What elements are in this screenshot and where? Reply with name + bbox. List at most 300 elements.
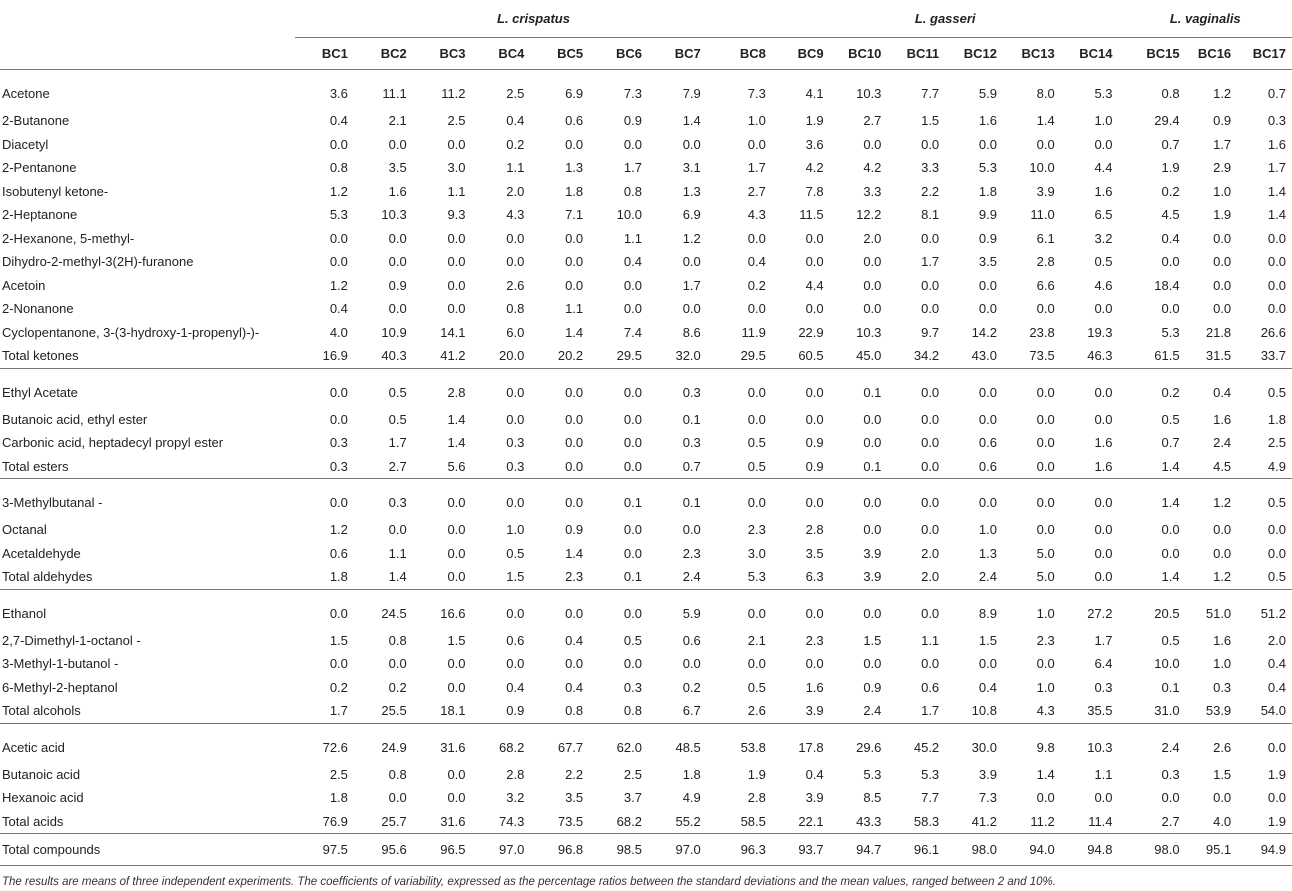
value-cell: 0.8 <box>1161 86 1180 101</box>
compound-label: Butanoic acid, ethyl ester <box>2 411 148 427</box>
value-cell: 9.9 <box>978 207 997 223</box>
value-cell: 0.0 <box>805 230 824 246</box>
value-cell: 0.0 <box>388 254 407 270</box>
column-header-bc6: BC6 <box>589 38 648 70</box>
value-cell: 0.9 <box>472 699 531 723</box>
value-cell: 7.7 <box>921 86 940 101</box>
value-cell: 51.2 <box>1260 605 1286 621</box>
compound-label: 2,7-Dimethyl-1-octanol - <box>2 632 141 648</box>
value-cell: 0.0 <box>1267 301 1286 317</box>
value-cell: 3.2 <box>506 790 525 806</box>
value-cell: 0.0 <box>805 656 824 672</box>
value-cell: 7.3 <box>623 86 642 101</box>
value-cell: 0.0 <box>1213 277 1232 293</box>
value-cell: 1.4 <box>565 545 584 561</box>
value-cell: 1.7 <box>1213 136 1232 152</box>
value-cell: 0.0 <box>1036 384 1055 400</box>
value-cell: 0.2 <box>506 136 525 152</box>
value-cell: 0.0 <box>447 254 466 270</box>
value-cell: 10.3 <box>381 207 407 223</box>
value-cell: 7.4 <box>623 324 642 340</box>
value-cell: 1.6 <box>1267 136 1286 152</box>
value-cell: 10.0 <box>1029 160 1055 176</box>
compound-label: Total acids <box>0 810 295 834</box>
value-cell: 0.2 <box>329 679 348 695</box>
value-cell: 95.6 <box>354 834 413 866</box>
value-cell: 6.5 <box>1094 207 1113 223</box>
value-cell: 55.2 <box>648 810 707 834</box>
value-cell: 0.0 <box>805 411 824 427</box>
value-cell: 1.5 <box>447 632 466 648</box>
value-cell: 0.0 <box>921 411 940 427</box>
value-cell: 11.2 <box>1003 810 1061 834</box>
compound-label: Butanoic acid <box>2 766 81 782</box>
value-cell: 3.2 <box>1094 230 1113 246</box>
table-row <box>0 629 1292 653</box>
value-cell: 0.0 <box>506 495 525 510</box>
value-cell: 0.0 <box>978 136 997 152</box>
value-cell: 1.5 <box>863 632 882 648</box>
value-cell: 0.0 <box>589 455 648 479</box>
compound-label: Total alcohols <box>0 699 295 723</box>
compound-label: 2-Butanone <box>2 113 70 129</box>
value-cell: 0.4 <box>506 113 525 129</box>
value-cell: 5.3 <box>921 766 940 782</box>
value-cell: 1.4 <box>1036 113 1055 129</box>
value-cell: 7.3 <box>747 86 766 101</box>
value-cell: 10.3 <box>1087 739 1113 755</box>
value-cell: 0.5 <box>1161 411 1180 427</box>
value-cell: 1.8 <box>329 790 348 806</box>
value-cell: 1.0 <box>1213 656 1232 672</box>
value-cell: 0.4 <box>1267 679 1286 695</box>
value-cell: 0.4 <box>329 301 348 317</box>
value-cell: 16.6 <box>440 605 466 621</box>
value-cell: 0.8 <box>388 766 407 782</box>
value-cell: 2.4 <box>648 565 707 589</box>
value-cell: 0.0 <box>978 277 997 293</box>
value-cell: 1.7 <box>887 699 945 723</box>
value-cell: 9.8 <box>1036 739 1055 755</box>
value-cell: 0.0 <box>978 384 997 400</box>
value-cell: 1.7 <box>1094 632 1113 648</box>
value-cell: 1.1 <box>565 301 584 317</box>
value-cell: 25.5 <box>354 699 413 723</box>
value-cell: 6.6 <box>1036 277 1055 293</box>
value-cell: 2.7 <box>354 455 413 479</box>
value-cell: 0.5 <box>747 679 766 695</box>
value-cell: 0.3 <box>472 455 531 479</box>
value-cell: 1.2 <box>1213 495 1232 510</box>
value-cell: 1.0 <box>1213 183 1232 199</box>
value-cell: 0.0 <box>1094 136 1113 152</box>
value-cell: 2.4 <box>830 699 888 723</box>
value-cell: 2.4 <box>945 565 1003 589</box>
value-cell: 0.0 <box>978 411 997 427</box>
value-cell: 96.3 <box>707 834 772 866</box>
value-cell: 5.9 <box>682 605 701 621</box>
value-cell: 9.3 <box>447 207 466 223</box>
value-cell: 1.6 <box>978 113 997 129</box>
value-cell: 0.0 <box>1094 790 1113 806</box>
table-row <box>0 518 1292 542</box>
value-cell: 1.9 <box>747 766 766 782</box>
value-cell: 1.1 <box>388 545 407 561</box>
value-cell: 0.0 <box>1036 656 1055 672</box>
value-cell: 0.0 <box>863 277 882 293</box>
value-cell: 11.4 <box>1061 810 1119 834</box>
table-row <box>0 274 1292 298</box>
value-cell: 2.8 <box>506 766 525 782</box>
value-cell: 4.3 <box>506 207 525 223</box>
value-cell: 1.2 <box>1186 565 1238 589</box>
value-cell: 0.0 <box>682 254 701 270</box>
value-cell: 3.5 <box>388 160 407 176</box>
species-l-crispatus: L. crispatus <box>295 0 772 38</box>
value-cell: 0.0 <box>1094 411 1113 427</box>
value-cell: 0.8 <box>388 632 407 648</box>
table-row <box>0 297 1292 321</box>
value-cell: 0.0 <box>1094 301 1113 317</box>
value-cell: 0.0 <box>863 435 882 451</box>
value-cell: 4.0 <box>329 324 348 340</box>
compound-label: 2-Nonanone <box>2 301 74 317</box>
column-header-bc17: BC17 <box>1237 38 1292 70</box>
table-row <box>0 180 1292 204</box>
table-row <box>0 431 1292 455</box>
value-cell: 10.0 <box>616 207 642 223</box>
value-cell: 0.0 <box>623 605 642 621</box>
compound-label: Carbonic acid, heptadecyl propyl ester <box>2 435 224 451</box>
value-cell: 0.6 <box>945 455 1003 479</box>
value-cell: 96.8 <box>530 834 589 866</box>
value-cell: 11.5 <box>799 207 824 223</box>
value-cell: 2.5 <box>329 766 348 782</box>
value-cell: 5.3 <box>329 207 348 223</box>
value-cell: 0.0 <box>388 301 407 317</box>
value-cell: 0.0 <box>921 230 940 246</box>
value-cell: 0.0 <box>447 656 466 672</box>
value-cell: 51.0 <box>1205 605 1232 621</box>
value-cell: 3.5 <box>565 790 584 806</box>
table-row <box>0 321 1292 345</box>
value-cell: 1.6 <box>1094 183 1113 199</box>
value-cell: 0.0 <box>863 656 882 672</box>
column-header-bc11: BC11 <box>887 38 945 70</box>
value-cell: 0.0 <box>921 301 940 317</box>
value-cell: 0.0 <box>329 411 348 427</box>
value-cell: 31.5 <box>1186 344 1238 368</box>
value-cell: 0.9 <box>863 679 882 695</box>
value-cell: 3.5 <box>805 545 824 561</box>
value-cell: 3.7 <box>623 790 642 806</box>
value-cell: 0.0 <box>447 790 466 806</box>
value-cell: 2.5 <box>447 113 466 129</box>
value-cell: 5.3 <box>707 565 772 589</box>
value-cell: 1.5 <box>921 113 940 129</box>
value-cell: 1.6 <box>1061 455 1119 479</box>
value-cell: 0.3 <box>1161 766 1180 782</box>
value-cell: 1.2 <box>329 277 348 293</box>
value-cell: 0.0 <box>447 495 466 510</box>
value-cell: 4.1 <box>805 86 824 101</box>
value-cell: 0.6 <box>329 545 348 561</box>
value-cell: 7.7 <box>921 790 940 806</box>
value-cell: 2.3 <box>747 522 766 538</box>
value-cell: 29.5 <box>589 344 648 368</box>
table-row <box>0 723 1292 763</box>
table-row <box>0 834 1292 866</box>
value-cell: 3.9 <box>805 790 824 806</box>
value-cell: 0.6 <box>978 435 997 451</box>
compound-label: Total esters <box>0 455 295 479</box>
value-cell: 3.6 <box>805 136 824 152</box>
value-cell: 16.9 <box>295 344 354 368</box>
compound-label: Acetoin <box>2 277 46 293</box>
value-cell: 0.0 <box>863 254 882 270</box>
value-cell: 0.0 <box>863 301 882 317</box>
value-cell: 0.5 <box>506 545 525 561</box>
value-cell: 0.5 <box>1267 384 1286 400</box>
value-cell: 0.0 <box>329 136 348 152</box>
value-cell: 0.5 <box>388 411 407 427</box>
value-cell: 4.4 <box>805 277 824 293</box>
value-cell: 6.0 <box>506 324 525 340</box>
value-cell: 18.1 <box>413 699 472 723</box>
value-cell: 0.7 <box>648 455 707 479</box>
value-cell: 0.0 <box>565 605 584 621</box>
value-cell: 0.9 <box>978 230 997 246</box>
value-cell: 0.0 <box>1213 790 1232 806</box>
value-cell: 0.0 <box>682 136 701 152</box>
value-cell: 74.3 <box>472 810 531 834</box>
value-cell: 43.0 <box>945 344 1003 368</box>
value-cell: 1.0 <box>1036 679 1055 695</box>
value-cell: 10.3 <box>856 324 882 340</box>
value-cell: 4.4 <box>1094 160 1113 176</box>
value-cell: 0.6 <box>682 632 701 648</box>
value-cell: 0.0 <box>623 384 642 400</box>
column-header-bc8: BC8 <box>707 38 772 70</box>
value-cell: 0.0 <box>1094 495 1113 510</box>
table-body <box>0 70 1292 866</box>
value-cell: 6.9 <box>682 207 701 223</box>
value-cell: 60.5 <box>772 344 830 368</box>
value-cell: 53.8 <box>740 739 766 755</box>
compound-label: Acetone <box>2 86 50 101</box>
value-cell: 68.2 <box>499 739 525 755</box>
value-cell: 0.0 <box>1036 136 1055 152</box>
value-cell: 0.0 <box>921 136 940 152</box>
column-header-bc16: BC16 <box>1186 38 1238 70</box>
value-cell: 2.5 <box>1267 435 1286 451</box>
value-cell: 0.0 <box>506 230 525 246</box>
value-cell: 2.3 <box>530 565 589 589</box>
value-cell: 11.0 <box>1030 207 1055 223</box>
table-row <box>0 109 1292 133</box>
value-cell: 0.0 <box>506 384 525 400</box>
value-cell: 29.6 <box>856 739 882 755</box>
value-cell: 45.2 <box>913 739 940 755</box>
value-cell: 0.0 <box>863 522 882 538</box>
value-cell: 0.0 <box>1161 790 1180 806</box>
value-cell: 27.2 <box>1087 605 1113 621</box>
value-cell: 3.0 <box>747 545 766 561</box>
value-cell: 0.3 <box>388 495 407 510</box>
value-cell: 0.9 <box>565 522 584 538</box>
value-cell: 2.4 <box>1161 739 1180 755</box>
column-header-row <box>0 38 1292 70</box>
compound-label: Diacetyl <box>2 136 49 152</box>
value-cell: 0.3 <box>682 435 701 451</box>
value-cell: 1.2 <box>329 183 348 199</box>
value-cell: 0.0 <box>1036 435 1055 451</box>
value-cell: 6.4 <box>1094 656 1113 672</box>
value-cell: 45.0 <box>830 344 888 368</box>
value-cell: 22.9 <box>798 324 824 340</box>
value-cell: 31.6 <box>440 739 466 755</box>
value-cell: 8.0 <box>1036 86 1055 101</box>
value-cell: 0.1 <box>623 495 642 510</box>
value-cell: 2.6 <box>1213 739 1232 755</box>
value-cell: 29.5 <box>707 344 772 368</box>
value-cell: 0.0 <box>747 136 766 152</box>
value-cell: 0.0 <box>447 545 466 561</box>
value-cell: 72.6 <box>322 739 348 755</box>
table-row <box>0 156 1292 180</box>
value-cell: 0.4 <box>1267 656 1286 672</box>
value-cell: 1.8 <box>1267 411 1286 427</box>
value-cell: 2.5 <box>623 766 642 782</box>
value-cell: 5.3 <box>863 766 882 782</box>
table-row <box>0 133 1292 157</box>
value-cell: 20.5 <box>1154 605 1180 621</box>
value-cell: 0.0 <box>623 545 642 561</box>
value-cell: 2.8 <box>805 522 824 538</box>
value-cell: 1.2 <box>1213 86 1232 101</box>
value-cell: 31.6 <box>413 810 472 834</box>
value-cell: 0.0 <box>1161 254 1180 270</box>
value-cell: 33.7 <box>1237 344 1292 368</box>
value-cell: 1.6 <box>1094 435 1113 451</box>
value-cell: 0.0 <box>329 230 348 246</box>
compound-label: 2-Pentanone <box>2 160 77 176</box>
value-cell: 1.5 <box>329 632 348 648</box>
value-cell: 67.7 <box>557 739 584 755</box>
compound-label: 6-Methyl-2-heptanol <box>2 679 118 695</box>
value-cell: 2.7 <box>747 183 766 199</box>
value-cell: 6.1 <box>1036 230 1055 246</box>
value-cell: 5.0 <box>1036 545 1055 561</box>
value-cell: 1.7 <box>388 435 407 451</box>
value-cell: 5.3 <box>1161 324 1180 340</box>
value-cell: 11.9 <box>741 324 766 340</box>
value-cell: 1.3 <box>565 160 584 176</box>
value-cell: 1.7 <box>682 277 701 293</box>
value-cell: 2.0 <box>887 565 945 589</box>
table-row <box>0 250 1292 274</box>
value-cell: 1.0 <box>506 522 525 538</box>
species-l-gasseri: L. gasseri <box>772 0 1119 38</box>
value-cell: 0.2 <box>747 277 766 293</box>
compound-label: Total ketones <box>0 344 295 368</box>
species-l-vaginalis: L. vaginalis <box>1119 0 1292 38</box>
value-cell: 0.7 <box>1161 136 1180 152</box>
value-cell: 4.5 <box>1161 207 1180 223</box>
value-cell: 0.0 <box>1213 230 1232 246</box>
value-cell: 1.9 <box>1237 810 1292 834</box>
value-cell: 4.9 <box>1237 455 1292 479</box>
value-cell: 8.1 <box>921 207 940 223</box>
value-cell: 0.0 <box>1213 301 1232 317</box>
value-cell: 1.6 <box>388 183 407 199</box>
value-cell: 14.1 <box>440 324 466 340</box>
value-cell: 0.0 <box>506 411 525 427</box>
value-cell: 0.0 <box>506 656 525 672</box>
value-cell: 0.4 <box>805 766 824 782</box>
value-cell: 2.4 <box>1213 435 1232 451</box>
compound-label: Acetic acid <box>2 739 65 755</box>
value-cell: 0.0 <box>1213 254 1232 270</box>
value-cell: 43.3 <box>830 810 888 834</box>
value-cell: 0.8 <box>623 183 642 199</box>
value-cell: 1.8 <box>565 183 584 199</box>
value-cell: 0.7 <box>1267 86 1286 101</box>
value-cell: 0.0 <box>329 605 348 621</box>
value-cell: 0.0 <box>1213 545 1232 561</box>
table-row <box>0 763 1292 787</box>
value-cell: 1.8 <box>295 565 354 589</box>
value-cell: 8.6 <box>682 324 701 340</box>
value-cell: 0.0 <box>623 411 642 427</box>
value-cell: 0.0 <box>565 411 584 427</box>
value-cell: 1.9 <box>1267 766 1286 782</box>
value-cell: 0.5 <box>1161 632 1180 648</box>
value-cell: 0.0 <box>682 656 701 672</box>
compound-label: Isobutenyl ketone- <box>2 183 109 199</box>
value-cell: 0.0 <box>447 766 466 782</box>
value-cell: 2.0 <box>506 183 525 199</box>
value-cell: 4.6 <box>1094 277 1113 293</box>
table-row <box>0 652 1292 676</box>
compound-label: 3-Methyl-1-butanol - <box>2 656 119 672</box>
value-cell: 1.1 <box>623 230 642 246</box>
table-row <box>0 344 1292 368</box>
value-cell: 1.2 <box>682 230 701 246</box>
value-cell: 17.8 <box>798 739 824 755</box>
value-cell: 3.9 <box>772 699 830 723</box>
column-header-bc10: BC10 <box>830 38 888 70</box>
value-cell: 1.9 <box>805 113 824 129</box>
value-cell: 1.4 <box>565 324 584 340</box>
value-cell: 97.0 <box>472 834 531 866</box>
value-cell: 0.1 <box>830 455 888 479</box>
value-cell: 0.0 <box>1213 522 1232 538</box>
value-cell: 1.4 <box>447 435 466 451</box>
value-cell: 76.9 <box>295 810 354 834</box>
value-cell: 30.0 <box>971 739 997 755</box>
table-row <box>0 203 1292 227</box>
value-cell: 0.0 <box>530 455 589 479</box>
value-cell: 2.0 <box>921 545 940 561</box>
value-cell: 0.8 <box>506 301 525 317</box>
value-cell: 0.0 <box>863 605 882 621</box>
value-cell: 94.9 <box>1237 834 1292 866</box>
value-cell: 0.0 <box>1036 522 1055 538</box>
value-cell: 0.8 <box>530 699 589 723</box>
value-cell: 73.5 <box>530 810 589 834</box>
value-cell: 23.8 <box>1029 324 1055 340</box>
